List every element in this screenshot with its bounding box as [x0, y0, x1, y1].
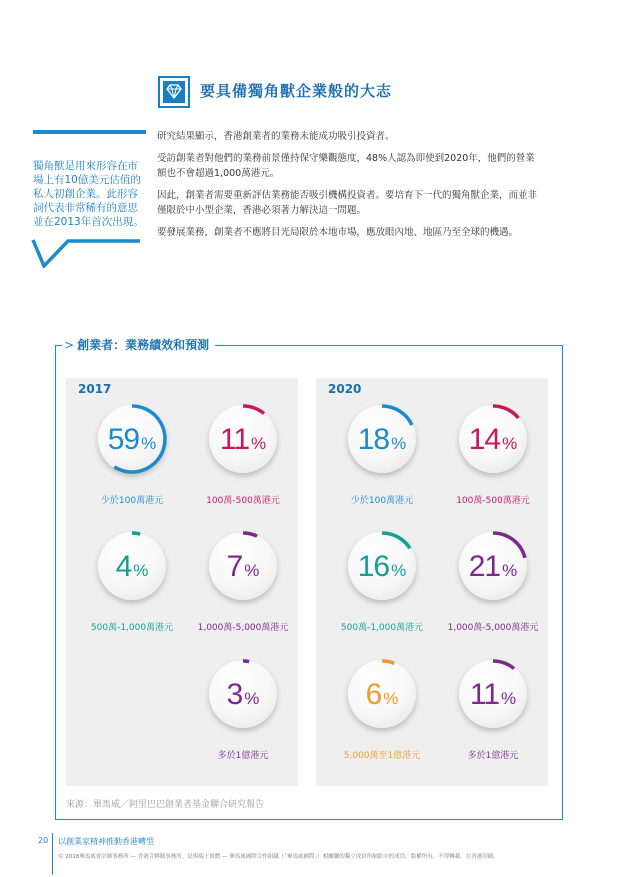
- gauge-item: [327, 405, 437, 525]
- page-number: 20: [38, 836, 49, 845]
- footer-copyright: © 2018畢馬威會計師事務所 — 香港合夥制事務所，是與瑞士實體 — 畢馬威國際合作組織（「畢馬威國際」）相關聯的獨立成員所網絡中的成員。版權所有，不得轉載。在香港印刷。: [58, 854, 499, 860]
- gauge-item: [327, 660, 437, 780]
- gauge-item: [438, 660, 548, 780]
- gauge-unit: %: [244, 561, 260, 580]
- gauge-arc-fill: [382, 533, 410, 548]
- gauge-unit: %: [501, 689, 517, 708]
- gauge-value: [77, 423, 187, 461]
- footer-rule: [52, 833, 53, 875]
- callout-line: 場上有10億美元估值的: [33, 174, 141, 186]
- gauge-item: [77, 532, 187, 652]
- gauge-label: 1,000萬-5,000萬港元: [197, 623, 289, 633]
- gauge-arc-fill: [493, 406, 518, 418]
- gauge-label: 5,000萬至1億港元: [343, 751, 421, 761]
- gauge-value: [438, 678, 548, 716]
- gauge-value: [327, 423, 437, 461]
- gauge-number: 4: [115, 550, 132, 583]
- gauge-unit: %: [251, 434, 267, 453]
- text-line: 因此，創業者需要重新評估業務能否吸引機構投資者。要培育下一代的獨角獸企業，而並非: [157, 190, 538, 201]
- gauge-unit: %: [244, 689, 260, 708]
- gauge-number: 3: [226, 678, 243, 711]
- body-text: [157, 129, 572, 247]
- gauge-item: [77, 405, 187, 525]
- gauge-arc-fill: [493, 661, 514, 669]
- paragraph: [157, 225, 572, 240]
- gauge-unit: %: [133, 561, 149, 580]
- gauge-item: [438, 532, 548, 652]
- gauge-number: 16: [357, 550, 390, 583]
- gauge-number: 7: [226, 550, 243, 583]
- gauge-number: 14: [468, 423, 501, 456]
- gauge-unit: %: [391, 561, 407, 580]
- gauge-unit: %: [141, 434, 157, 453]
- gauge-value: [77, 550, 187, 588]
- gauge-arc-fill: [243, 661, 249, 662]
- gauge-item: [327, 532, 437, 652]
- chevron-right-icon: >: [64, 338, 75, 352]
- diamond-icon: [158, 76, 190, 108]
- callout-line: 並在2013年首次出現。: [33, 216, 144, 228]
- gauge-label: 500萬-1,000萬港元: [340, 623, 424, 633]
- gauge-item: [188, 532, 298, 652]
- gauge-unit: %: [502, 561, 518, 580]
- gauge-value: [438, 550, 548, 588]
- source-note: 來源：畢馬威／阿里巴巴創業者基金聯合研究報告: [66, 800, 265, 810]
- gauge-number: 6: [365, 678, 382, 711]
- section-title: 要具備獨角獸企業般的大志: [200, 82, 393, 100]
- gauge-label: 1,000萬-5,000萬港元: [447, 623, 539, 633]
- callout-line: 獨角獸是用來形容在市: [33, 160, 138, 172]
- gauge-label: 100萬-500萬港元: [206, 496, 280, 506]
- gauge-arc-fill: [382, 661, 394, 663]
- year-label-2020: 2020: [328, 382, 362, 396]
- year-label-2017: 2017: [78, 382, 112, 396]
- gauge-number: 11: [219, 423, 250, 456]
- text-line: 受訪創業者對他們的業務前景僅持保守樂觀態度，48%人認為即使到2020年，他們的營業: [157, 153, 535, 164]
- gauge-unit: %: [383, 689, 399, 708]
- gauge-value: [327, 678, 437, 716]
- unicorn-definition-callout: [33, 159, 145, 229]
- text-line: 僅限於中小型企業，香港必須著力解決這一問題。: [157, 205, 367, 216]
- text-line: 要發展業務，創業者不應將目光局限於本地市場，應放眼內地、地區乃至全球的機遇。: [157, 227, 519, 238]
- gauge-label: 多於1億港元: [217, 751, 269, 761]
- gauge-label: 少於100萬港元: [100, 496, 164, 506]
- gauge-arc-fill: [243, 406, 264, 414]
- gauge-label: 少於100萬港元: [350, 496, 414, 506]
- gauge-label: 100萬-500萬港元: [456, 496, 530, 506]
- callout-top-bar: [33, 130, 146, 134]
- gauge-arc-fill: [243, 533, 257, 536]
- footer-title: 以創業家精神推動香港轉型: [58, 837, 154, 846]
- gauge-value: [188, 678, 298, 716]
- chart-title: [62, 336, 215, 353]
- gauge-number: 59: [107, 423, 140, 456]
- gauge-label: 500萬-1,000萬港元: [90, 623, 174, 633]
- paragraph: [157, 129, 572, 144]
- text-line: 額也不會超過1,000萬港元。: [157, 168, 280, 179]
- gauge-item: [438, 405, 548, 525]
- gauge-number: 18: [357, 423, 390, 456]
- gauge-item: [188, 405, 298, 525]
- gauge-value: [188, 550, 298, 588]
- gauge-number: 21: [468, 550, 501, 583]
- gauge-label: 多於1億港元: [467, 751, 519, 761]
- callout-tail: [30, 238, 140, 268]
- text-line: 研究結果顯示，香港創業者的業務未能成功吸引投資者。: [157, 131, 395, 142]
- gauge-value: [438, 423, 548, 461]
- chart-title-text: 創業者：業務績效和預測: [77, 338, 210, 352]
- gauge-unit: %: [391, 434, 407, 453]
- gauge-item: [188, 660, 298, 780]
- callout-line: 詞代表非常稀有的意思: [33, 202, 138, 214]
- gauge-number: 11: [469, 678, 500, 711]
- gauge-arc-fill: [132, 533, 140, 534]
- gauge-value: [327, 550, 437, 588]
- gauge-unit: %: [502, 434, 518, 453]
- callout-line: 私人初創企業。此形容: [33, 188, 138, 200]
- paragraph: [157, 188, 572, 218]
- paragraph: [157, 151, 572, 181]
- gauge-value: [188, 423, 298, 461]
